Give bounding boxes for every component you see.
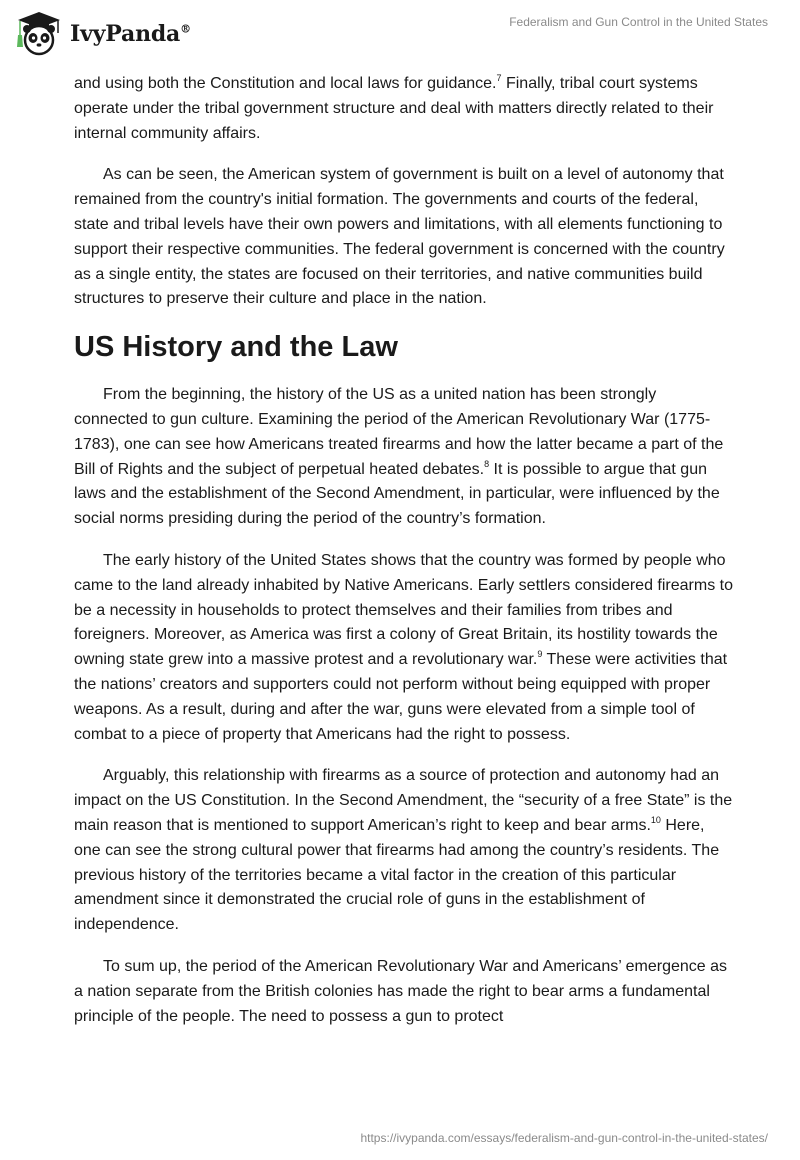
document-title: Federalism and Gun Control in the United States (509, 15, 768, 29)
registered-mark: ® (180, 22, 191, 36)
paragraph-1: and using both the Constitution and local laws for guidance.$^7$ Finally, tribal court systems operate under the tribal government structure and deal with matters directly related to their internal community affairs. (74, 73, 714, 142)
panda-graduate-icon (14, 9, 64, 59)
footnote-ref-7[interactable]: 7 (496, 73, 502, 83)
paragraph-2: As can be seen, the American system of government is built on a level of autonomy that remained from the country's initial formation. The governments and courts of the federal, state and tribal levels have their own powers and limitations, with all elements functioning to support their respective communities. The federal government is concerned with the country as a single entity, the states are focused on their territories, and native communities build structures to preserve their culture and place in the nation. (74, 166, 725, 308)
essay-body (74, 72, 734, 1046)
logo-wordmark: IvyPanda® (70, 21, 191, 47)
ivypanda-logo[interactable] (14, 9, 191, 59)
page-header (0, 0, 800, 60)
paragraph-4: The early history of the United States shows that the country was formed by people who came to the land already inhabited by Native Americans. Early settlers considered firearms to be a necessity in households to protect themselves and their families from tribes and foreigners. Moreover, as America was first a colony of Great Britain, its hostility towards the owning state grew into a massive protest and a revolutionary war.$^9$ These were activities that the nations’ creators and supporters could not perform without being equipped with proper weapons. As a result, during and after the war, guns were elevated from a simple tool of combat to a piece of property that Americans had the right to possess. (74, 551, 733, 743)
footnote-ref-10[interactable]: 10 (650, 814, 661, 825)
paragraph-3: From the beginning, the history of the US as a united nation has been strongly connected to gun culture. Examining the period of the American Revolutionary War (1775-1783), one can see how Americans treated firearms and how the latter became a part of the Bill of Rights and the subject of perpetual heated debates.$^8$ It is possible to argue that gun laws and the establishment of the Second Amendment, in particular, were influenced by the social norms presiding during the period of the country’s formation. (74, 386, 724, 528)
source-url-link[interactable]: https://ivypanda.com/essays/federalism-and-gun-control-in-the-united-states/ (360, 1131, 768, 1145)
footnote-ref-9[interactable]: 9 (537, 649, 543, 660)
paragraph-6: To sum up, the period of the American Revolutionary War and Americans’ emergence as a nation separate from the British colonies has made the right to bear arms a fundamental principle of the people. The need to possess a gun to protect (74, 957, 728, 1025)
paragraph-5: Arguably, this relationship with firearms as a source of protection and autonomy had an impact on the US Constitution. In the Second Amendment, the “security of a free State” is the main reason that is mentioned to support American’s right to keep and bear arms.$^{10}$ Here, one can see the strong cultural power that firearms had among the country’s residents. The previous history of the territories became a vital factor in the creation of this particular amendment since it demonstrated the crucial role of guns in the establishment of independence. (74, 767, 733, 934)
section-heading: US History and the Law (74, 331, 398, 364)
footnote-ref-8[interactable]: 8 (484, 458, 490, 469)
